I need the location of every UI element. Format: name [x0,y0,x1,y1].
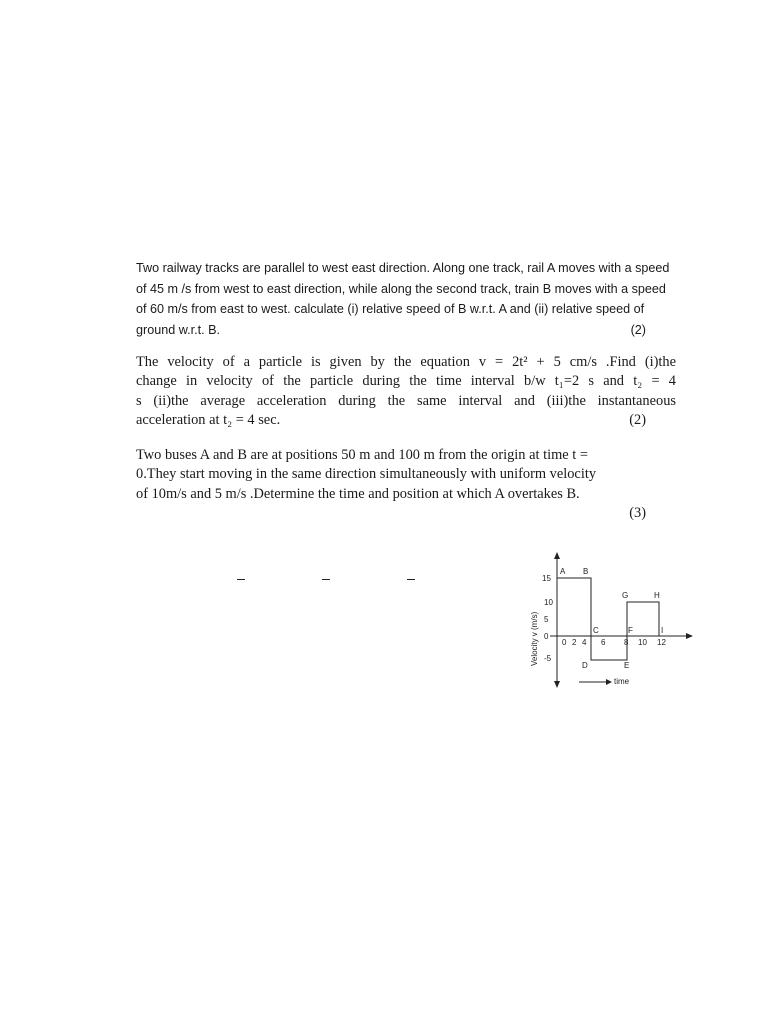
question-line: ground w.r.t. B. [136,322,221,337]
point-label: I [661,626,664,635]
point-label: C [593,626,599,635]
y-tick-label: 10 [544,598,553,607]
blank-dash [407,579,415,580]
blank-dash [322,579,330,580]
x-axis-label: time [614,677,630,686]
question-line: Two railway tracks are parallel to west east direction. Along one track, rail A moves with a speed [136,261,670,275]
marks-label: (3) [629,504,646,521]
x-tick-label: 6 [601,638,606,647]
question-line: The velocity of a particle is given by the equation v = 2t² + 5 cm/s .Find (i)the [136,354,676,370]
x-tick-label: 12 [657,638,666,647]
time-arrow-head [606,679,612,685]
question-line: change in velocity of the particle during the time interval b/w t₁=2 s and t₂ = 4 [136,373,676,390]
question-line: Two buses A and B are at positions 50 m and 100 m from the origin at time t = [136,447,588,463]
question-line: of 10m/s and 5 m/s .Determine the time and position at which A overtakes B. [136,485,580,502]
blank-dash [237,579,245,580]
question-relative-speed [136,258,676,340]
x-tick-label: 2 [572,638,577,647]
question-particle-velocity [136,353,676,430]
point-label: F [628,626,633,635]
question-line: of 60 m/s from east to west. calculate (i) relative speed of B w.r.t. A and (ii) relative speed of [136,302,645,317]
y-tick-label: 0 [544,632,549,641]
marks-label: (2) [629,411,646,428]
question-buses-overtake [136,446,676,523]
y-axis-arrow [554,552,560,559]
y-tick-label: 15 [542,574,551,583]
point-label: B [583,567,589,576]
point-label: G [622,591,629,600]
marks-label: (2) [630,322,646,337]
x-axis-arrow [686,633,693,639]
question-line: acceleration at t₂ = 4 sec. [136,411,281,428]
point-label: H [654,591,660,600]
x-tick-label: 8 [624,638,629,647]
point-label: D [582,661,588,670]
x-tick-label: 10 [638,638,647,647]
velocity-time-graph [520,548,700,698]
point-label: A [560,567,566,576]
question-line: 0.They start moving in the same direction simultaneously with uniform velocity [136,466,597,483]
y-tick-label: -5 [544,654,552,663]
question-line: of 45 m /s from west to east direction, while along the second track, train B moves with a speed [136,281,666,296]
point-label: E [624,661,630,670]
x-tick-label: 4 [582,638,587,647]
question-line: s (ii)the average acceleration during the same interval and (iii)the instantaneous [136,392,676,409]
y-axis-arrow-down [554,681,560,688]
x-tick-label: 0 [562,638,567,647]
y-axis-label: Velocity v (m/s) [530,611,539,666]
y-tick-label: 5 [544,615,549,624]
velocity-trace [557,578,659,660]
